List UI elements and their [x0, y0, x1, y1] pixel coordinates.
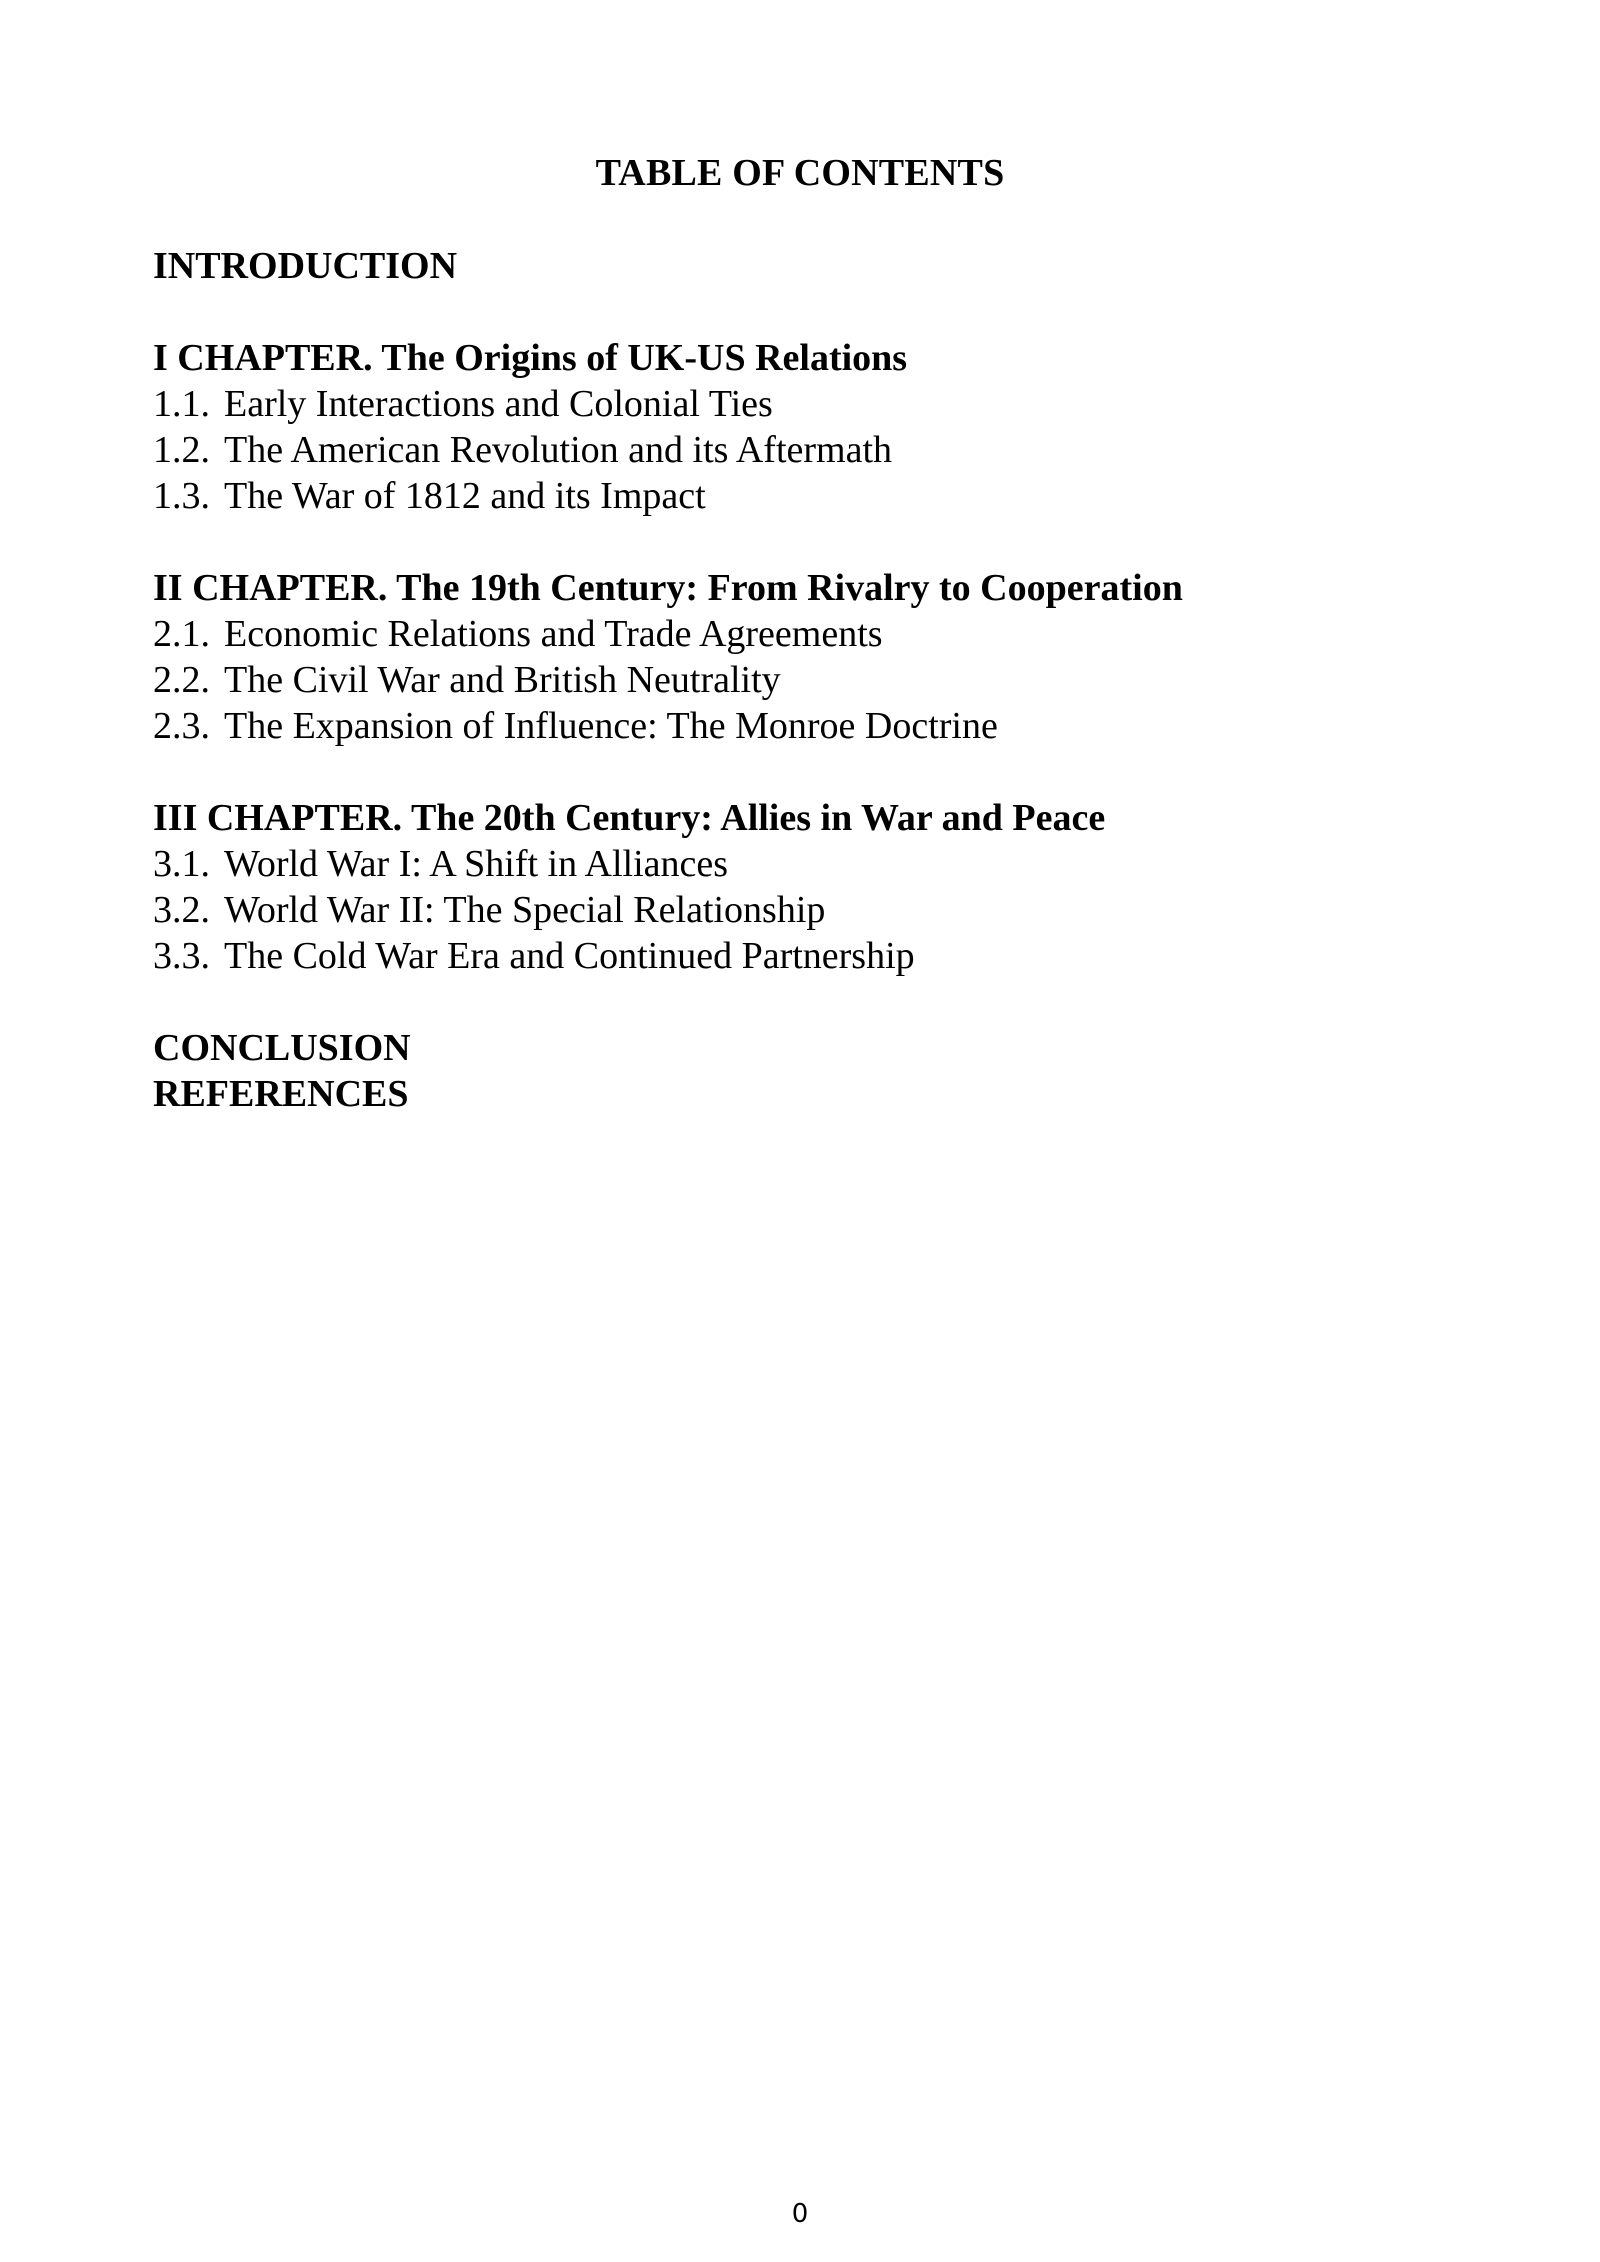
toc-references: REFERENCES [153, 1073, 409, 1115]
chapter-1-heading: I CHAPTER. The Origins of UK-US Relations [153, 337, 908, 379]
section-number: 2.1. [153, 613, 210, 655]
section-3-2 [153, 887, 1453, 933]
section-title: Economic Relations and Trade Agreements [224, 613, 883, 655]
section-1-1 [153, 381, 1453, 427]
section-2-2 [153, 657, 1453, 703]
section-title: The American Revolution and its Aftermath [224, 429, 893, 471]
toc-body [153, 243, 1453, 1117]
page-number: 0 [791, 2199, 809, 2229]
section-1-2 [153, 427, 1453, 473]
section-title: The War of 1812 and its Impact [224, 475, 706, 517]
chapter-2-heading: II CHAPTER. The 19th Century: From Rivalry to Cooperation [153, 567, 1183, 609]
section-3-1 [153, 841, 1453, 887]
section-title: The Civil War and British Neutrality [224, 659, 781, 701]
section-number: 3.1. [153, 843, 210, 885]
section-number: 1.1. [153, 383, 210, 425]
section-3-3 [153, 933, 1453, 979]
section-title: World War I: A Shift in Alliances [224, 843, 729, 885]
spacer [153, 979, 1453, 1025]
section-number: 3.3. [153, 935, 210, 977]
chapter-3-heading: III CHAPTER. The 20th Century: Allies in War and Peace [153, 797, 1106, 839]
section-2-1 [153, 611, 1453, 657]
spacer [153, 749, 1453, 795]
section-number: 2.2. [153, 659, 210, 701]
section-number: 2.3. [153, 705, 210, 747]
section-title: World War II: The Special Relationship [224, 889, 826, 931]
section-title: Early Interactions and Colonial Ties [224, 383, 773, 425]
section-number: 3.2. [153, 889, 210, 931]
spacer [153, 289, 1453, 335]
toc-introduction: INTRODUCTION [153, 245, 458, 287]
section-number: 1.2. [153, 429, 210, 471]
section-1-3 [153, 473, 1453, 519]
section-title: The Cold War Era and Continued Partnership [224, 935, 915, 977]
section-number: 1.3. [153, 475, 210, 517]
spacer [153, 519, 1453, 565]
section-title: The Expansion of Influence: The Monroe Doctrine [224, 705, 998, 747]
toc-title: TABLE OF CONTENTS [595, 152, 1005, 194]
toc-conclusion: CONCLUSION [153, 1027, 411, 1069]
section-2-3 [153, 703, 1453, 749]
